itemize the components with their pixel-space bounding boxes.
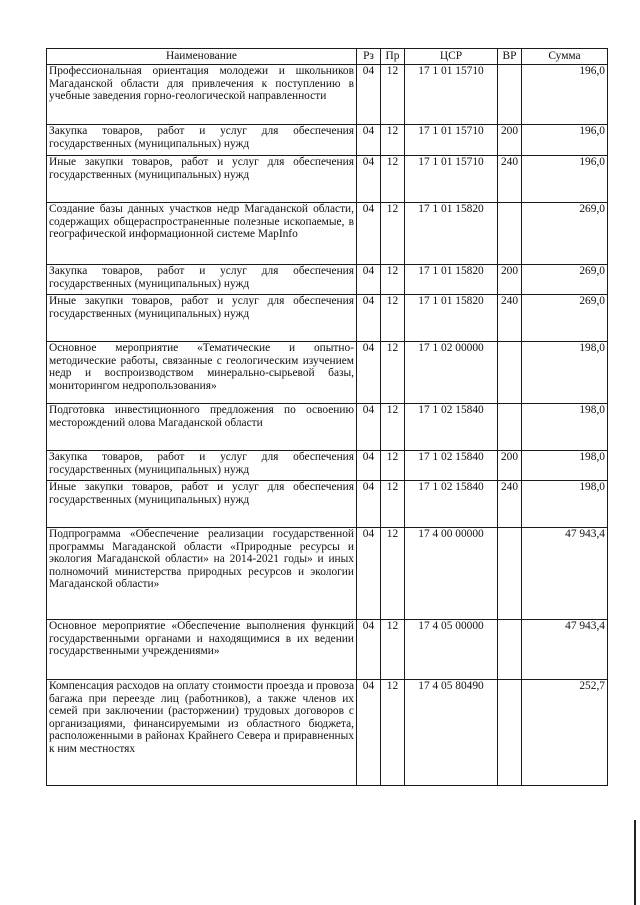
budget-table bbox=[46, 48, 608, 786]
row-csr: 17 1 01 15820 bbox=[405, 203, 498, 265]
row-sum: 269,0 bbox=[522, 203, 608, 265]
row-pr: 12 bbox=[381, 680, 405, 786]
header-name: Наименование bbox=[47, 49, 357, 65]
row-vr: 200 bbox=[498, 125, 522, 156]
row-csr: 17 1 01 15710 bbox=[405, 156, 498, 203]
table-row bbox=[47, 265, 608, 295]
table-row bbox=[47, 528, 608, 620]
row-rz: 04 bbox=[357, 451, 381, 481]
row-pr: 12 bbox=[381, 125, 405, 156]
table-header-row bbox=[47, 49, 608, 65]
row-rz: 04 bbox=[357, 156, 381, 203]
table-row bbox=[47, 481, 608, 528]
row-csr: 17 4 05 80490 bbox=[405, 680, 498, 786]
row-csr: 17 1 02 15840 bbox=[405, 404, 498, 451]
row-name: Основное мероприятие «Тематические и опытно-методические работы, связанные с геологическим изучением недр и воспроизводством минерально-сырьевой базы, мониторингом недропользования» bbox=[47, 342, 357, 404]
table-row bbox=[47, 342, 608, 404]
header-sum: Сумма bbox=[522, 49, 608, 65]
row-sum: 196,0 bbox=[522, 125, 608, 156]
row-name: Создание базы данных участков недр Магаданской области, содержащих общераспространенные полезные ископаемые, в географической информационной системе MapInfo bbox=[47, 203, 357, 265]
row-csr: 17 1 01 15710 bbox=[405, 125, 498, 156]
row-rz: 04 bbox=[357, 203, 381, 265]
row-rz: 04 bbox=[357, 680, 381, 786]
row-pr: 12 bbox=[381, 265, 405, 295]
row-vr bbox=[498, 203, 522, 265]
table-row bbox=[47, 65, 608, 125]
row-vr: 200 bbox=[498, 265, 522, 295]
row-rz: 04 bbox=[357, 342, 381, 404]
row-sum: 198,0 bbox=[522, 404, 608, 451]
row-pr: 12 bbox=[381, 404, 405, 451]
row-pr: 12 bbox=[381, 481, 405, 528]
row-csr: 17 1 01 15820 bbox=[405, 295, 498, 342]
row-pr: 12 bbox=[381, 620, 405, 680]
row-pr: 12 bbox=[381, 156, 405, 203]
row-csr: 17 1 01 15710 bbox=[405, 65, 498, 125]
row-name: Иные закупки товаров, работ и услуг для обеспечения государственных (муниципальных) нужд bbox=[47, 481, 357, 528]
header-rz: Рз bbox=[357, 49, 381, 65]
row-sum: 198,0 bbox=[522, 481, 608, 528]
row-csr: 17 1 02 00000 bbox=[405, 342, 498, 404]
row-sum: 269,0 bbox=[522, 295, 608, 342]
row-name: Подпрограмма «Обеспечение реализации государственной программы Магаданской области «Природные ресурсы и экология Магаданской области» на 2014-2021 годы» и иных полномочий министерства природных ресурсов и экологии Магаданской области» bbox=[47, 528, 357, 620]
row-rz: 04 bbox=[357, 481, 381, 528]
table-row bbox=[47, 680, 608, 786]
row-rz: 04 bbox=[357, 528, 381, 620]
row-name: Иные закупки товаров, работ и услуг для обеспечения государственных (муниципальных) нужд bbox=[47, 156, 357, 203]
header-vr: ВР bbox=[498, 49, 522, 65]
row-csr: 17 1 02 15840 bbox=[405, 481, 498, 528]
row-vr: 200 bbox=[498, 451, 522, 481]
row-vr bbox=[498, 528, 522, 620]
row-sum: 196,0 bbox=[522, 65, 608, 125]
row-sum: 47 943,4 bbox=[522, 620, 608, 680]
header-pr: Пр bbox=[381, 49, 405, 65]
row-name: Компенсация расходов на оплату стоимости проезда и провоза багажа при переезде лиц (работников), а также членов их семей при заключении (расторжении) трудовых договоров с организациями, финансируемыми из областного бюджета, расположенными в районах Крайнего Севера и приравненных к ним местностях bbox=[47, 680, 357, 786]
row-csr: 17 1 01 15820 bbox=[405, 265, 498, 295]
row-vr bbox=[498, 65, 522, 125]
row-vr: 240 bbox=[498, 295, 522, 342]
row-sum: 196,0 bbox=[522, 156, 608, 203]
row-csr: 17 4 00 00000 bbox=[405, 528, 498, 620]
table-row bbox=[47, 125, 608, 156]
row-name: Закупка товаров, работ и услуг для обеспечения государственных (муниципальных) нужд bbox=[47, 125, 357, 156]
row-sum: 198,0 bbox=[522, 342, 608, 404]
table-row bbox=[47, 451, 608, 481]
table-row bbox=[47, 156, 608, 203]
row-name: Основное мероприятие «Обеспечение выполнения функций государственными органами и находящимися в их ведении государственными учреждениями» bbox=[47, 620, 357, 680]
row-rz: 04 bbox=[357, 404, 381, 451]
row-pr: 12 bbox=[381, 295, 405, 342]
row-vr bbox=[498, 680, 522, 786]
row-rz: 04 bbox=[357, 65, 381, 125]
row-rz: 04 bbox=[357, 620, 381, 680]
row-rz: 04 bbox=[357, 125, 381, 156]
row-pr: 12 bbox=[381, 342, 405, 404]
row-pr: 12 bbox=[381, 528, 405, 620]
table-row bbox=[47, 295, 608, 342]
row-rz: 04 bbox=[357, 265, 381, 295]
table-row bbox=[47, 404, 608, 451]
row-pr: 12 bbox=[381, 65, 405, 125]
row-sum: 47 943,4 bbox=[522, 528, 608, 620]
row-vr: 240 bbox=[498, 156, 522, 203]
row-vr bbox=[498, 620, 522, 680]
row-pr: 12 bbox=[381, 451, 405, 481]
table-row bbox=[47, 620, 608, 680]
row-rz: 04 bbox=[357, 295, 381, 342]
row-name: Подготовка инвестиционного предложения по освоению месторождений олова Магаданской области bbox=[47, 404, 357, 451]
header-csr: ЦСР bbox=[405, 49, 498, 65]
row-vr: 240 bbox=[498, 481, 522, 528]
row-vr bbox=[498, 342, 522, 404]
row-name: Закупка товаров, работ и услуг для обеспечения государственных (муниципальных) нужд bbox=[47, 451, 357, 481]
table-row bbox=[47, 203, 608, 265]
row-sum: 269,0 bbox=[522, 265, 608, 295]
row-name: Иные закупки товаров, работ и услуг для обеспечения государственных (муниципальных) нужд bbox=[47, 295, 357, 342]
row-csr: 17 4 05 00000 bbox=[405, 620, 498, 680]
row-sum: 198,0 bbox=[522, 451, 608, 481]
row-sum: 252,7 bbox=[522, 680, 608, 786]
row-pr: 12 bbox=[381, 203, 405, 265]
row-name: Профессиональная ориентация молодежи и школьников Магаданской области для привлечения к поступлению в учебные заведения горно-геологической направленности bbox=[47, 65, 357, 125]
scan-edge-line bbox=[634, 820, 636, 905]
row-csr: 17 1 02 15840 bbox=[405, 451, 498, 481]
row-vr bbox=[498, 404, 522, 451]
row-name: Закупка товаров, работ и услуг для обеспечения государственных (муниципальных) нужд bbox=[47, 265, 357, 295]
